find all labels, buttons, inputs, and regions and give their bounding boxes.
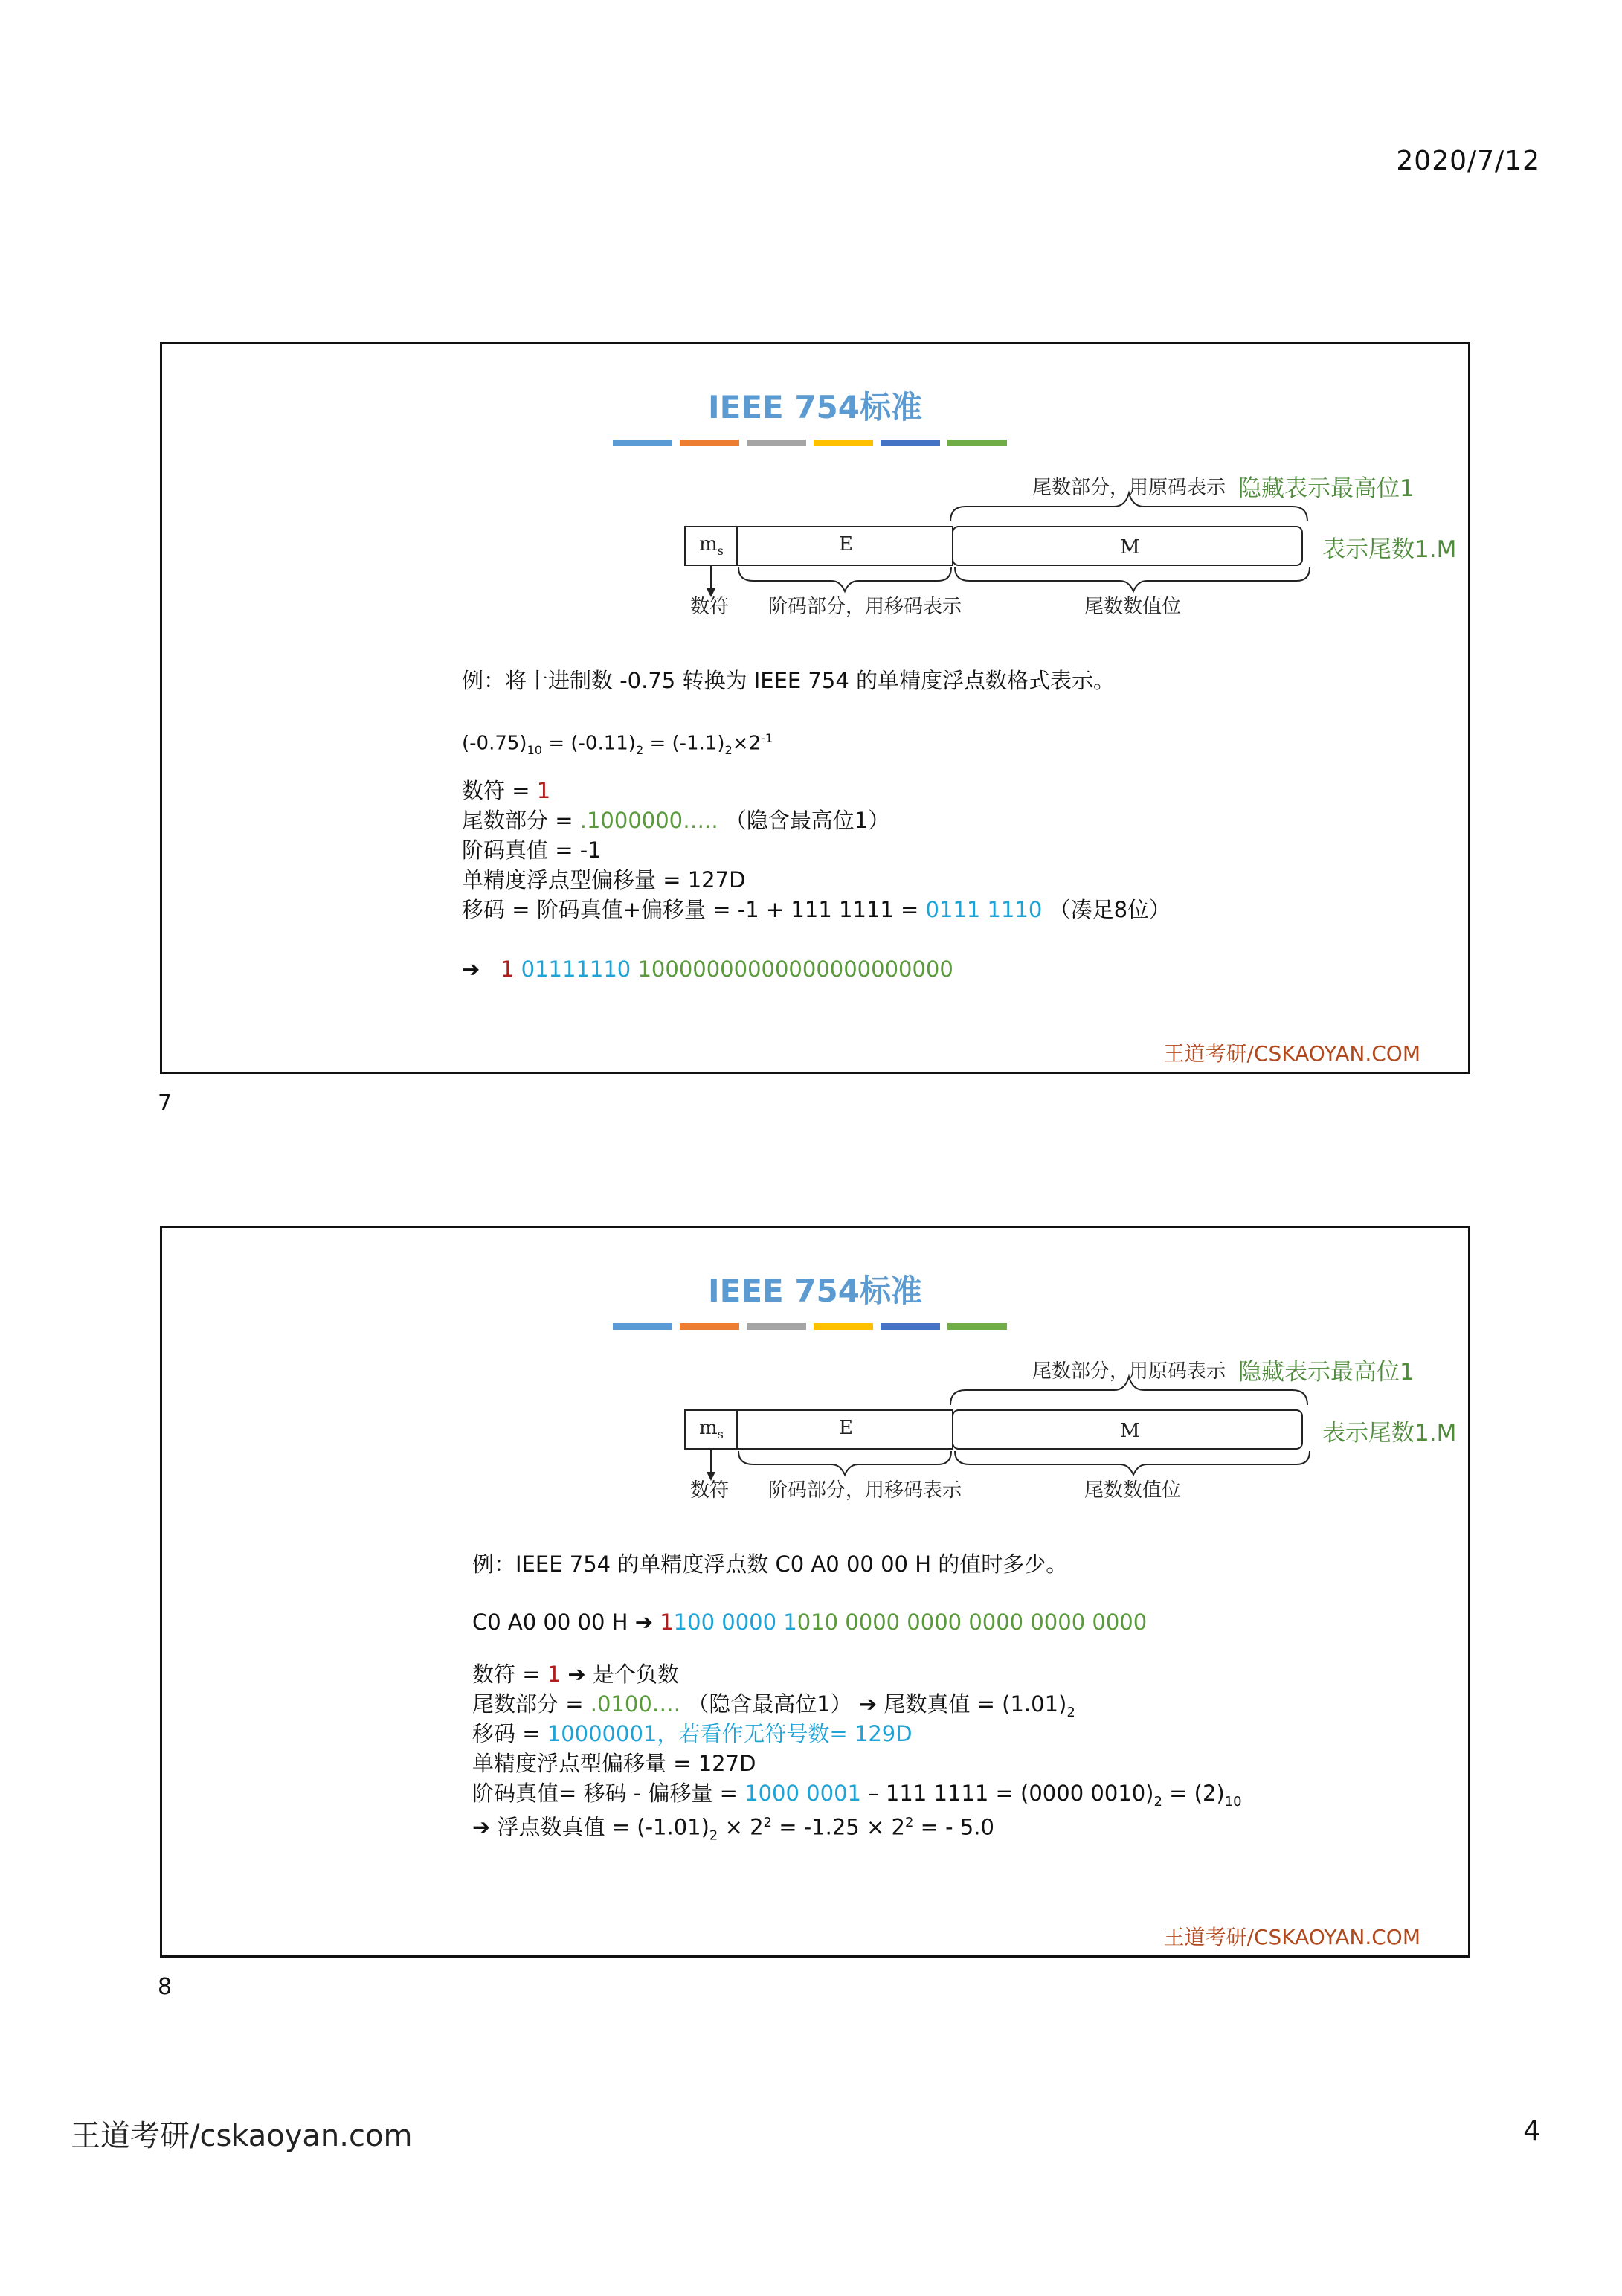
example-prompt: 例：将十进制数 -0.75 转换为 IEEE 754 的单精度浮点数格式表示。 <box>462 668 1116 693</box>
conversion-equation <box>462 724 773 765</box>
page-number: 4 <box>1523 2116 1540 2147</box>
color-bar <box>814 440 873 446</box>
final-sup: 2 <box>763 1815 772 1830</box>
slide-8 <box>160 1226 1470 1958</box>
mantissa-top-label: 尾数部分，用原码表示 <box>1032 1360 1226 1383</box>
result-line <box>462 954 953 984</box>
color-bar <box>747 1323 806 1330</box>
color-bars <box>613 1323 1007 1330</box>
exp-sub: 10 <box>1224 1793 1242 1810</box>
biased-value: 0111 1110 <box>925 897 1043 922</box>
result-sign: 1 <box>500 956 515 982</box>
eq-sup: -1 <box>761 731 773 745</box>
result-mantissa: 10000000000000000000000 <box>637 956 953 982</box>
hidden-bit-note: 隐藏表示最高位1 <box>1238 475 1415 502</box>
field-exponent: E <box>839 533 853 556</box>
mantissa-note: （隐含最高位1） <box>718 808 890 833</box>
field-exponent: E <box>839 1417 853 1439</box>
hidden-bit-note: 隐藏表示最高位1 <box>1238 1359 1415 1386</box>
eq-sub: 2 <box>635 742 644 757</box>
label-exponent: 阶码部分，用移码表示 <box>768 1479 962 1502</box>
sign-label: 数符 = <box>472 1662 547 1687</box>
slide-title: IEEE 754标准 <box>708 1273 922 1309</box>
exp-value: 1000 0001 <box>744 1781 861 1806</box>
hex-mantissa: 010 0000 0000 0000 0000 0000 <box>796 1610 1148 1635</box>
final-part: ➔ 浮点数真值 = (-1.01) <box>472 1814 709 1840</box>
eq-sub: 2 <box>724 742 733 757</box>
label-sign: 数符 <box>690 1479 730 1502</box>
final-value-line <box>472 1808 994 1850</box>
biased-exponent-line <box>462 895 1171 924</box>
sign-note: ➔ 是个负数 <box>561 1662 679 1687</box>
bias-line: 单精度浮点型偏移量 = 127D <box>462 867 746 893</box>
field-sign-sub: s <box>717 544 724 559</box>
color-bar <box>680 1323 739 1330</box>
label-mantissa: 尾数数值位 <box>1084 1479 1182 1502</box>
hex-exponent: 100 0000 1 <box>673 1610 797 1635</box>
mantissa-format-note: 表示尾数1.M <box>1322 536 1457 563</box>
color-bar <box>747 440 806 446</box>
eq-part: ×2 <box>732 732 762 755</box>
exp-sub: 2 <box>1153 1793 1162 1810</box>
ieee754-format-diagram <box>512 1340 1457 1503</box>
sign-label: 数符 = <box>462 778 537 803</box>
eq-part: = (-0.11) <box>542 732 636 755</box>
eq-part: = (-1.1) <box>643 732 725 755</box>
final-part: × 2 <box>718 1814 764 1840</box>
label-sign: 数符 <box>690 596 730 618</box>
mantissa-value: .0100…. <box>590 1691 680 1717</box>
color-bar <box>613 440 672 446</box>
slide-7 <box>160 342 1470 1074</box>
bias-line: 单精度浮点型偏移量 = 127D <box>472 1751 756 1776</box>
slide-watermark: 王道考研/CSKAOYAN.COM <box>1163 1925 1420 1949</box>
mantissa-sub: 2 <box>1066 1704 1075 1720</box>
slide-title: IEEE 754标准 <box>708 389 922 425</box>
field-sign-sub: s <box>717 1427 724 1442</box>
color-bar <box>613 1323 672 1330</box>
mantissa-value: .1000000….. <box>579 808 718 833</box>
final-part: = - 5.0 <box>913 1814 994 1840</box>
mantissa-top-label: 尾数部分，用原码表示 <box>1032 477 1226 499</box>
field-sign <box>699 1417 724 1441</box>
example-prompt: 例：IEEE 754 的单精度浮点数 C0 A0 00 00 H 的值时多少。 <box>472 1551 1068 1577</box>
arrow-icon: ➔ <box>462 956 480 982</box>
header-date: 2020/7/12 <box>1396 146 1540 176</box>
exp-rest2: = (2) <box>1162 1781 1225 1806</box>
color-bar <box>947 440 1007 446</box>
biased-exponent-line <box>472 1719 913 1749</box>
slide-number: 7 <box>158 1090 173 1116</box>
color-bars <box>613 440 1007 446</box>
mantissa-format-note: 表示尾数1.M <box>1322 1420 1457 1447</box>
exp-label: 阶码真值= 移码 - 偏移量 = <box>472 1781 745 1806</box>
sign-line <box>462 776 550 805</box>
eq-part: (-0.75) <box>462 732 527 755</box>
final-part: = -1.25 × 2 <box>771 1814 905 1840</box>
color-bar <box>881 1323 940 1330</box>
result-exponent: 01111110 <box>521 956 631 982</box>
label-exponent: 阶码部分，用移码表示 <box>768 596 962 618</box>
hex-sign: 1 <box>660 1610 674 1635</box>
field-sign <box>699 533 724 558</box>
field-mantissa: M <box>1120 1420 1140 1442</box>
color-bar <box>814 1323 873 1330</box>
mantissa-label: 尾数部分 = <box>462 808 580 833</box>
sign-line <box>472 1659 679 1689</box>
biased-note: （凑足8位） <box>1042 897 1171 922</box>
slide-number: 8 <box>158 1974 173 2000</box>
biased-label: 移码 = <box>472 1721 547 1746</box>
color-bar <box>680 440 739 446</box>
field-mantissa: M <box>1120 536 1140 559</box>
eq-sub: 10 <box>527 742 543 757</box>
sign-value: 1 <box>536 778 551 803</box>
final-sub: 2 <box>709 1827 718 1844</box>
color-bar <box>881 440 940 446</box>
biased-label: 移码 = 阶码真值+偏移量 = -1 + 111 1111 = <box>462 897 926 922</box>
hex-line <box>472 1607 1147 1637</box>
field-sign-text: m <box>699 1417 718 1439</box>
final-sup: 2 <box>904 1815 914 1830</box>
mantissa-line <box>462 805 889 835</box>
mantissa-note: （隐含最高位1） ➔ 尾数真值 = (1.01) <box>680 1691 1067 1717</box>
field-sign-text: m <box>699 533 718 556</box>
exp-rest: – 111 1111 = (0000 0010) <box>860 1781 1154 1806</box>
slide-watermark: 王道考研/CSKAOYAN.COM <box>1163 1041 1420 1066</box>
sign-value: 1 <box>547 1662 561 1687</box>
hex-label: C0 A0 00 00 H ➔ <box>472 1610 660 1635</box>
biased-value: 10000001，若看作无符号数= 129D <box>547 1721 913 1746</box>
footer-brand: 王道考研/cskaoyan.com <box>71 2119 413 2153</box>
label-mantissa: 尾数数值位 <box>1084 596 1182 618</box>
ieee754-format-diagram <box>512 456 1457 620</box>
color-bar <box>947 1323 1007 1330</box>
exponent-true-line: 阶码真值 = -1 <box>462 837 602 863</box>
mantissa-label: 尾数部分 = <box>472 1691 590 1717</box>
